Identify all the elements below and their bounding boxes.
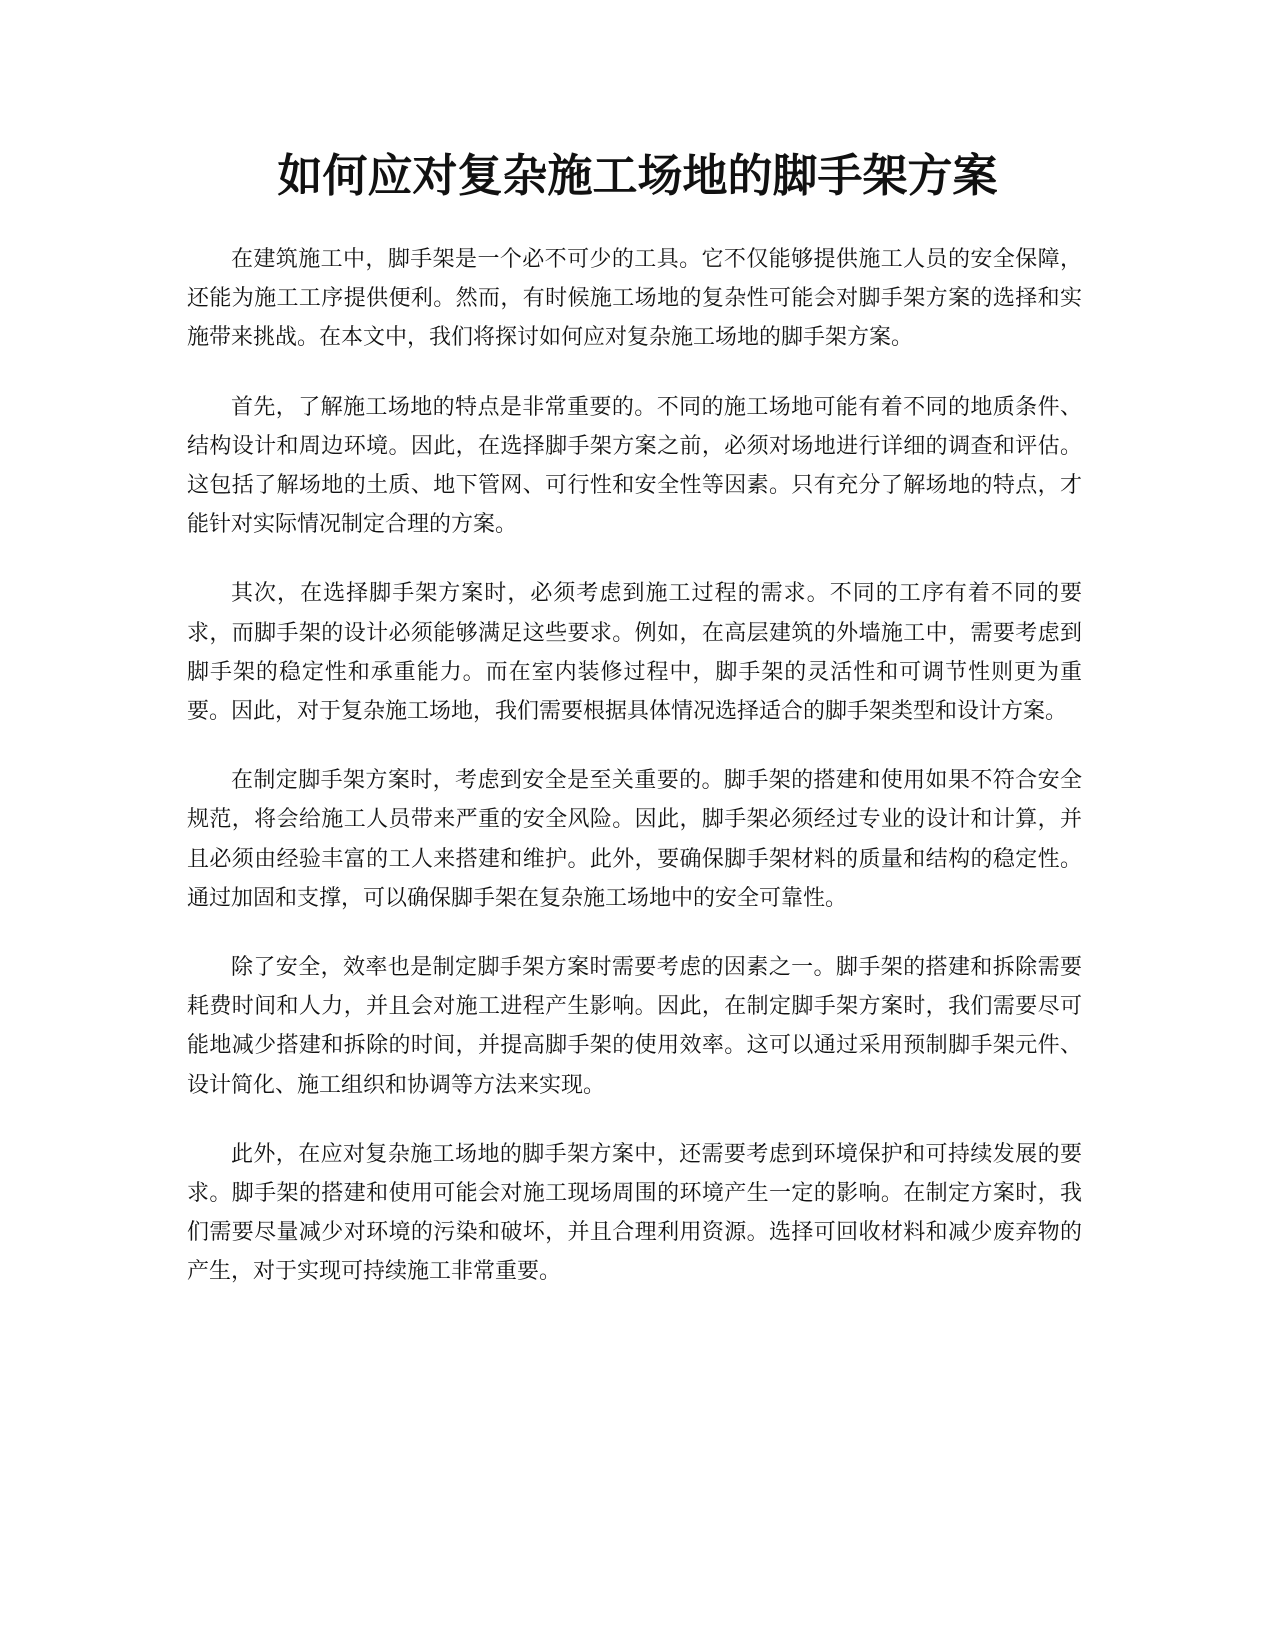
paragraph-1: 在建筑施工中，脚手架是一个必不可少的工具。它不仅能够提供施工人员的安全保障，还能为施工工序提供便利。然而，有时候施工场地的复杂性可能会对脚手架方案的选择和实施带来挑战。在本文中，我们将探讨如何应对复杂施工场地的脚手架方案。 xyxy=(187,247,1082,351)
paragraph-6: 此外，在应对复杂施工场地的脚手架方案中，还需要考虑到环境保护和可持续发展的要求。脚手架的搭建和使用可能会对施工现场周围的环境产生一定的影响。在制定方案时，我们需要尽量减少对环境的污染和破坏，并且合理利用资源。选择可回收材料和减少废弃物的产生，对于实现可持续施工非常重要。 xyxy=(187,1141,1082,1285)
paragraph-5: 除了安全，效率也是制定脚手架方案时需要考虑的因素之一。脚手架的搭建和拆除需要耗费时间和人力，并且会对施工进程产生影响。因此，在制定脚手架方案时，我们需要尽可能地减少搭建和拆除的时间，并提高脚手架的使用效率。这可以通过采用预制脚手架元件、设计简化、施工组织和协调等方法来实现。 xyxy=(187,955,1082,1098)
paragraph-2: 首先，了解施工场地的特点是非常重要的。不同的施工场地可能有着不同的地质条件、结构设计和周边环境。因此，在选择脚手架方案之前，必须对场地进行详细的调查和评估。这包括了解场地的土质、地下管网、可行性和安全性等因素。只有充分了解场地的特点，才能针对实际情况制定合理的方案。 xyxy=(187,394,1082,538)
document-title: 如何应对复杂施工场地的脚手架方案 xyxy=(277,149,998,202)
paragraph-4: 在制定脚手架方案时，考虑到安全是至关重要的。脚手架的搭建和使用如果不符合安全规范，将会给施工人员带来严重的安全风险。因此，脚手架必须经过专业的设计和计算，并且必须由经验丰富的工人来搭建和维护。此外，要确保脚手架材料的质量和结构的稳定性。通过加固和支撑，可以确保脚手架在复杂施工场地中的安全可靠性。 xyxy=(187,768,1082,911)
document-body xyxy=(187,240,1082,1322)
paragraph-3: 其次，在选择脚手架方案时，必须考虑到施工过程的需求。不同的工序有着不同的要求，而脚手架的设计必须能够满足这些要求。例如，在高层建筑的外墙施工中，需要考虑到脚手架的稳定性和承重能力。而在室内装修过程中，脚手架的灵活性和可调节性则更为重要。因此，对于复杂施工场地，我们需要根据具体情况选择适合的脚手架类型和设计方案。 xyxy=(187,581,1082,725)
